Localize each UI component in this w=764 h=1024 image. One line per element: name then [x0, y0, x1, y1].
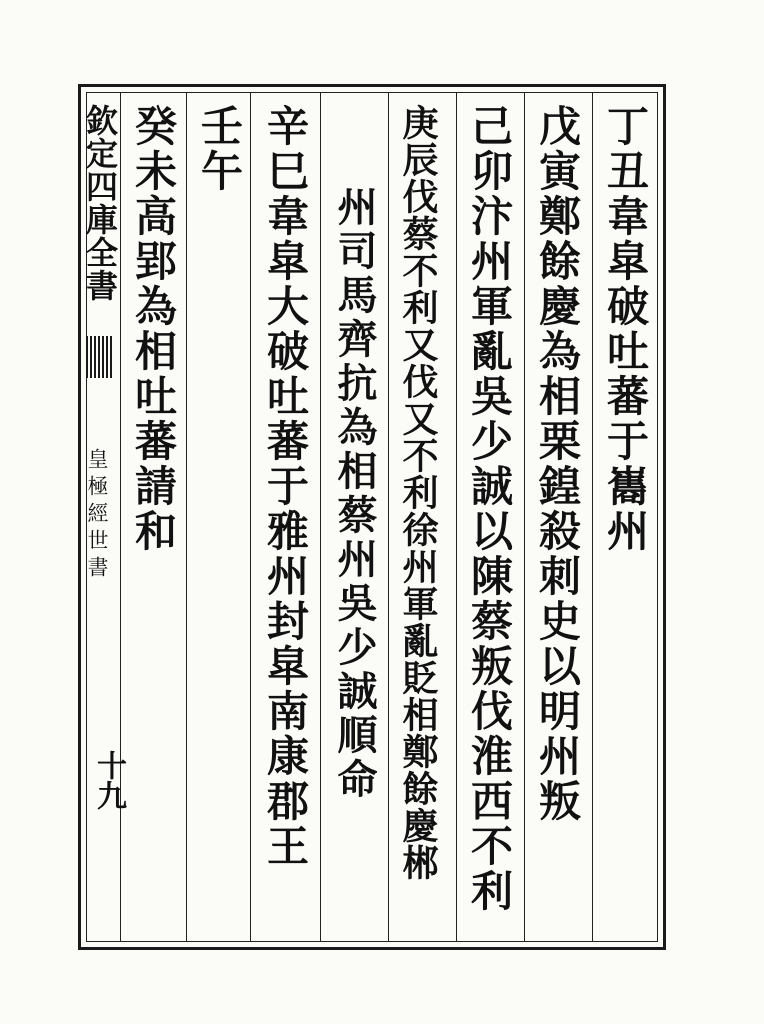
text-column-6: 辛巳韋皐大破吐蕃于雅州封皐南康郡王: [261, 104, 310, 869]
column-divider: [320, 92, 321, 942]
margin-page-number: 十九: [91, 750, 126, 810]
text-column-3: 己卯汴州軍亂吳少誠以陳蔡叛伐淮西不利: [465, 104, 514, 914]
margin-fishtail-mark: [86, 336, 112, 378]
text-column-4: 庚辰伐蔡不利又伐又不利徐州軍亂貶相鄭餘慶郴: [397, 104, 439, 881]
text-column-8: 癸未高郢為相吐蕃請和: [129, 104, 178, 554]
text-column-2: 戊寅鄭餘慶為相栗鍠殺刺史以明州叛: [533, 104, 582, 824]
column-divider: [592, 92, 593, 942]
text-column-1: 丁丑韋皐破吐蕃于巂州: [601, 104, 650, 554]
text-column-5: 州司馬齊抗為相蔡州吳少誠順命: [331, 186, 378, 802]
column-divider: [250, 92, 251, 942]
margin-title: 欽定四庫全書: [81, 104, 119, 302]
margin-divider: [120, 92, 121, 942]
column-divider: [186, 92, 187, 942]
column-divider: [456, 92, 457, 942]
column-divider: [388, 92, 389, 942]
column-divider: [524, 92, 525, 942]
margin-book-title: 皇極經世書: [85, 448, 109, 583]
text-column-7: 壬午: [195, 104, 244, 194]
